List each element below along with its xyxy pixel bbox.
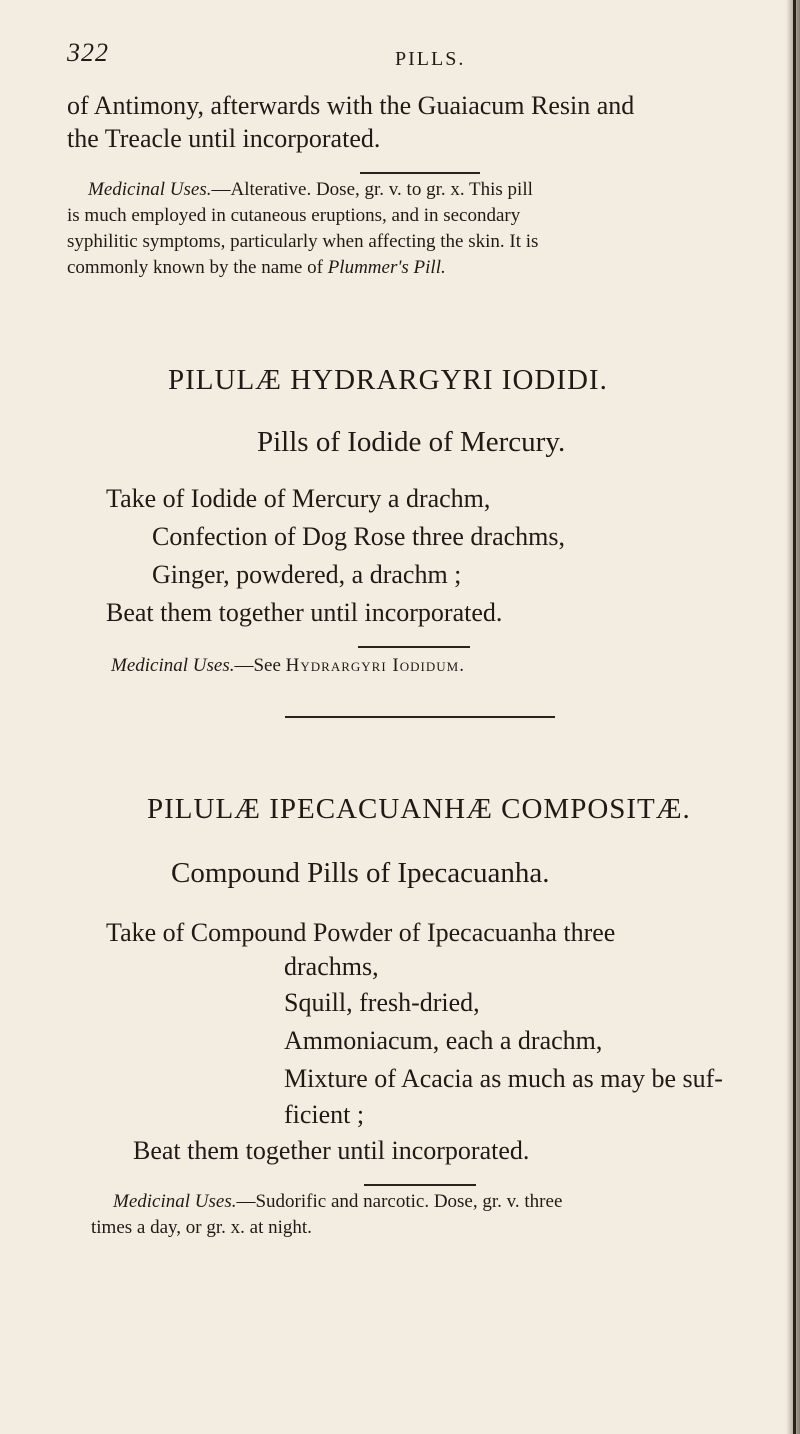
recipe-line: Beat them together until incorporated. xyxy=(133,1136,530,1165)
medicinal-uses-note-line-1 xyxy=(113,1190,562,1214)
medicinal-uses-text: commonly known by the name of xyxy=(67,257,328,278)
running-head: PILLS. xyxy=(395,48,466,70)
medicinal-uses-note-line-2: times a day, or gr. x. at night. xyxy=(91,1217,312,1238)
recipe-line: Squill, fresh-dried, xyxy=(284,988,480,1017)
page-edge xyxy=(793,0,796,1434)
medicinal-uses-label: Medicinal Uses. xyxy=(88,179,212,200)
recipe-line: drachms, xyxy=(284,952,379,981)
pill-common-name: Plummer's Pill. xyxy=(327,257,446,278)
recipe-line: Take of Iodide of Mercury a drachm, xyxy=(106,484,491,513)
recipe-line: Ammoniacum, each a drachm, xyxy=(284,1026,603,1055)
section-title: PILULÆ IPECACUANHÆ COMPOSITÆ. xyxy=(147,793,691,825)
medicinal-uses-note-line-3: syphilitic symptoms, particularly when affecting the skin. It is xyxy=(67,231,539,252)
section-divider-rule xyxy=(285,716,555,718)
recipe-line: Confection of Dog Rose three drachms, xyxy=(152,522,566,551)
intro-line-2: the Treacle until incorporated. xyxy=(67,124,381,153)
medicinal-uses-note-line-1 xyxy=(88,178,533,202)
section-subtitle: Pills of Iodide of Mercury. xyxy=(257,426,566,458)
medicinal-uses-note-line-4 xyxy=(67,256,446,280)
medicinal-uses-label: Medicinal Uses. xyxy=(113,1191,237,1212)
recipe-line: Mixture of Acacia as much as may be suf- xyxy=(284,1064,723,1093)
divider-rule xyxy=(364,1184,476,1186)
divider-rule xyxy=(360,172,480,174)
recipe-line: Beat them together until incorporated. xyxy=(106,598,503,627)
medicinal-uses-text: —Alterative. Dose, gr. v. to gr. x. This pill xyxy=(211,179,533,200)
recipe-line: ficient ; xyxy=(284,1100,365,1129)
medicinal-uses-note-line-2: is much employed in cutaneous eruptions, and in secondary xyxy=(67,205,521,226)
medicinal-uses-text: —Sudorific and narcotic. Dose, gr. v. three xyxy=(236,1191,563,1212)
cross-reference: Hydrargyri Iodidum. xyxy=(285,655,465,676)
recipe-line: Take of Compound Powder of Ipecacuanha three xyxy=(106,918,616,947)
medicinal-uses-note xyxy=(111,654,465,678)
page-number: 322 xyxy=(67,38,109,67)
section-subtitle: Compound Pills of Ipecacuanha. xyxy=(171,857,550,889)
section-title: PILULÆ HYDRARGYRI IODIDI. xyxy=(168,364,608,396)
medicinal-uses-label: Medicinal Uses. xyxy=(111,655,235,676)
intro-line-1: of Antimony, afterwards with the Guaiacum Resin and xyxy=(67,91,635,120)
medicinal-uses-text: —See xyxy=(234,655,286,676)
divider-rule xyxy=(358,646,470,648)
recipe-line: Ginger, powdered, a drachm ; xyxy=(152,560,462,589)
